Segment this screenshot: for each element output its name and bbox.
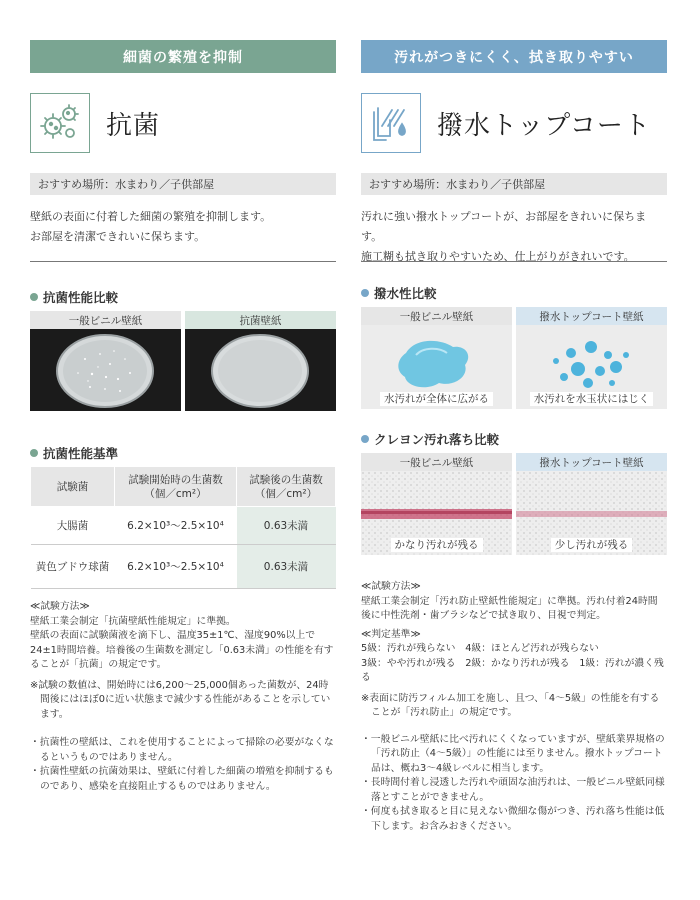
- note-bullet: ・何度も拭き取ると目に見えない微細な傷がつき、汚れ落ち性能は低下します。お含みおきください。: [361, 806, 665, 832]
- antibacterial-description: [30, 207, 336, 247]
- antibacterial-standard-heading: [30, 444, 118, 462]
- note-judge-line-2: 3級：やや汚れが残る 2級：かなり汚れが残る 1級：汚れが濃く残る: [361, 657, 664, 683]
- antibacterial-notes: [30, 600, 336, 794]
- table-header-bacteria: 試験菌: [31, 467, 115, 507]
- petri-dish-normal: [30, 311, 181, 411]
- divider: [30, 261, 336, 262]
- antibacterial-desc-line-2: お部屋を清潔できれいに保ちます。: [30, 230, 206, 243]
- table-cell-after: 0.63未満: [237, 507, 336, 545]
- water-repellent-desc-line-2: 施工糊も拭き取りやすいため、仕上がりがきれいです。: [361, 250, 635, 263]
- antibacterial-compare-images: [30, 311, 336, 411]
- crayon-label-normal: 一般ビニル壁紙: [361, 453, 512, 471]
- note-method-line: 壁紙工業会制定「抗菌壁紙性能規定」に準拠。: [30, 615, 236, 627]
- water-repellent-icon: [361, 93, 421, 153]
- antibacterial-standard-table: [30, 466, 336, 589]
- crayon-caption-coated: 少し汚れが残る: [516, 537, 667, 552]
- table-header-after: 試験後の生菌数 （個／cm²）: [237, 467, 336, 507]
- crayon-compare-title: クレヨン汚れ落ち比較: [374, 432, 500, 447]
- water-repellent-notes: [361, 580, 667, 834]
- water-coated-image: [516, 325, 667, 409]
- crayon-label-coated: 撥水トップコート壁紙: [516, 453, 667, 471]
- note-judge-head: ≪判定基準≫: [361, 628, 421, 640]
- water-repellent-recommend: おすすめ場所：水まわり／子供部屋: [361, 173, 667, 195]
- table-cell-start: 6.2×10³～2.5×10⁴: [115, 545, 237, 589]
- bullet-dot: [361, 435, 369, 443]
- note-method-head: ≪試験方法≫: [361, 581, 421, 592]
- water-compare-title: 撥水性比較: [374, 286, 437, 301]
- water-repellent-title: 撥水トップコート: [437, 110, 651, 141]
- petri-label-normal: 一般ビニル壁紙: [30, 311, 181, 329]
- table-row: [31, 545, 336, 589]
- water-caption-coated: 水汚れを水玉状にはじく: [516, 391, 667, 406]
- note-method-line: 壁紙工業会制定「汚れ防止壁紙性能規定」に準拠。汚れ付着24時間後に中性洗剤・歯ブラシなどで拭き取り、目視で判定。: [361, 595, 658, 621]
- antibacterial-title: 抗菌: [106, 110, 161, 141]
- crayon-normal-image: [361, 471, 512, 555]
- water-repellent-description: [361, 207, 667, 267]
- table-cell-bacteria: 大腸菌: [31, 507, 115, 545]
- petri-dish-normal-image: [30, 329, 181, 411]
- crayon-caption-normal: かなり汚れが残る: [361, 537, 512, 552]
- note-bullet: ・長時間付着し浸透した汚れや頑固な油汚れは、一般ビニル壁紙同様落とすことができません。: [361, 777, 665, 803]
- table-row: [31, 507, 336, 545]
- note-method-head: ≪試験方法≫: [30, 601, 90, 612]
- crayon-coated: [516, 453, 667, 555]
- bacteria-icon: [30, 93, 90, 153]
- water-coated: [516, 307, 667, 409]
- water-repellent-desc-line-1: 汚れに強い撥水トップコートが、お部屋をきれいに保ちます。: [361, 210, 647, 243]
- bullet-dot: [361, 289, 369, 297]
- crayon-normal: [361, 453, 512, 555]
- water-caption-normal: 水汚れが全体に広がる: [361, 391, 512, 406]
- note-bullet: ・抗菌性の壁紙は、これを使用することによって掃除の必要がなくなるというものではありません。: [30, 737, 334, 763]
- water-normal: [361, 307, 512, 409]
- note-bullet: ・抗菌性壁紙の抗菌効果は、壁紙に付着した細菌の増殖を抑制するものであり、感染を直接阻止するものではありません。: [30, 766, 334, 792]
- antibacterial-banner: 細菌の繁殖を抑制: [30, 40, 336, 73]
- table-header-row: [31, 467, 336, 507]
- water-compare-images: [361, 307, 667, 409]
- antibacterial-feature: [30, 93, 160, 153]
- table-cell-start: 6.2×10³～2.5×10⁴: [115, 507, 237, 545]
- antibacterial-standard-title: 抗菌性能基準: [43, 446, 119, 461]
- water-compare-heading: [361, 284, 437, 302]
- table-cell-after: 0.63未満: [237, 545, 336, 589]
- antibacterial-compare-title: 抗菌性能比較: [43, 290, 119, 305]
- crayon-coated-image: [516, 471, 667, 555]
- table-cell-bacteria: 黄色ブドウ球菌: [31, 545, 115, 589]
- water-normal-image: [361, 325, 512, 409]
- note-bullet: ・一般ビニル壁紙に比べ汚れにくくなっていますが、壁紙業界規格の「汚れ防止（4～5級）」の性能には至りません。撥水トップコート品は、概ね3～4級レベルに相当します。: [361, 733, 665, 774]
- water-repellent-banner: 汚れがつきにくく、拭き取りやすい: [361, 40, 667, 73]
- bullet-dot: [30, 293, 38, 301]
- petri-dish-antibacterial-image: [185, 329, 336, 411]
- note-star: ※試験の数値は、開始時には6,200～25,000個あった菌数が、24時間後にはほぼ0に近い状態まで減少する性能があることを示しています。: [30, 679, 331, 720]
- crayon-compare-heading: [361, 430, 499, 448]
- water-repellent-feature: [361, 93, 651, 153]
- water-label-normal: 一般ビニル壁紙: [361, 307, 512, 325]
- petri-label-antibacterial: 抗菌壁紙: [185, 311, 336, 329]
- note-method-detail: 壁紙の表面に試験菌液を滴下し、温度35±1℃、湿度90%以上で24±1時間培養。培養後の生菌数を測定し「0.63未満」の性能を有することが「抗菌」の規定です。: [30, 630, 334, 670]
- petri-dish-antibacterial: [185, 311, 336, 411]
- bullet-dot: [30, 449, 38, 457]
- note-judge-line-1: 5級：汚れが残らない 4級：ほとんど汚れが残らない: [361, 643, 599, 654]
- water-label-coated: 撥水トップコート壁紙: [516, 307, 667, 325]
- note-star: ※表面に防汚フィルム加工を施し、且つ、「4～5級」の性能を有することが「汚れ防止」の規定です。: [361, 692, 660, 718]
- antibacterial-recommend: おすすめ場所：水まわり／子供部屋: [30, 173, 336, 195]
- crayon-compare-images: [361, 453, 667, 555]
- divider: [361, 261, 667, 262]
- table-header-start: 試験開始時の生菌数 （個／cm²）: [115, 467, 237, 507]
- antibacterial-compare-heading: [30, 288, 118, 306]
- antibacterial-desc-line-1: 壁紙の表面に付着した細菌の繁殖を抑制します。: [30, 210, 272, 223]
